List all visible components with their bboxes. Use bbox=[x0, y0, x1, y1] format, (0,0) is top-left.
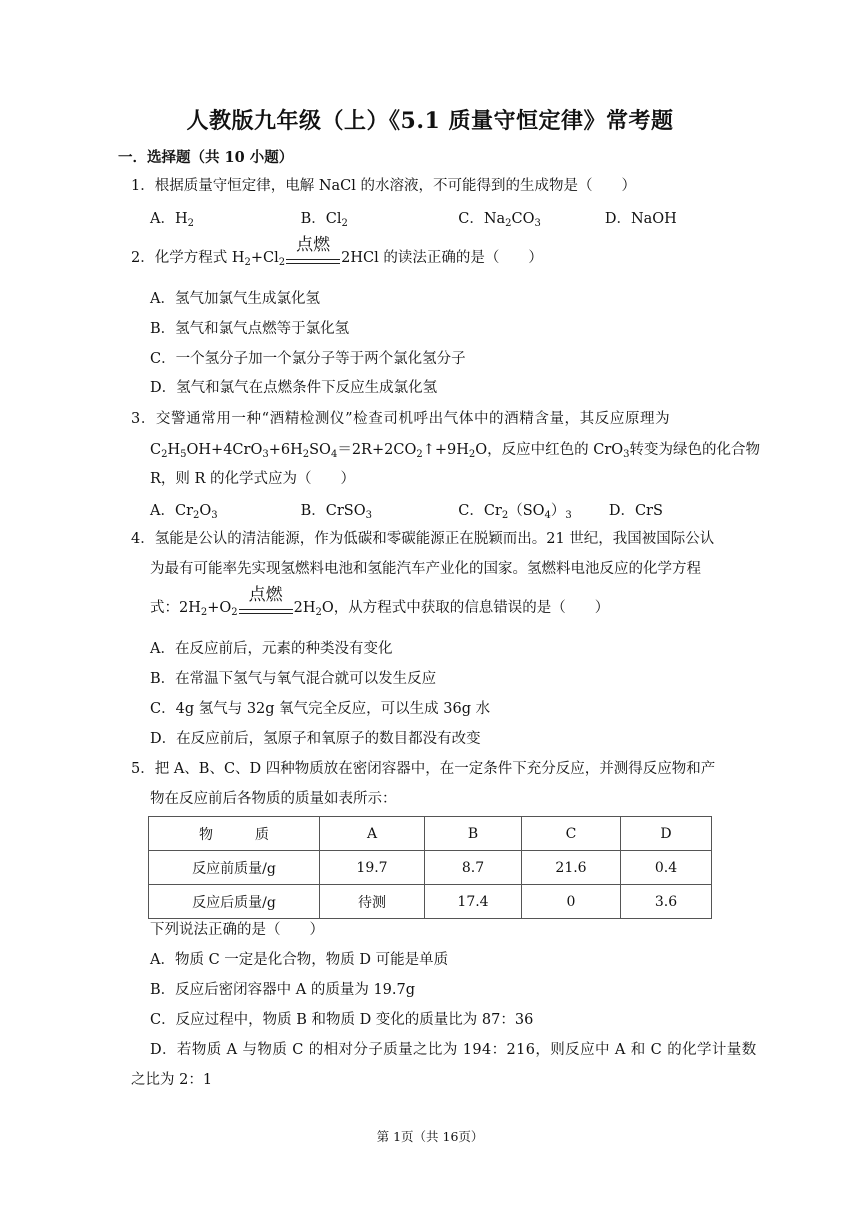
q3-option-b: B．CrSO$_3$ bbox=[300, 503, 372, 521]
q5-stem-line1: 5．把 A、B、C、D 四种物质放在密闭容器中，在一定条件下充分反应，并测得反应物和产 bbox=[131, 761, 716, 777]
table-cell: 21.6 bbox=[522, 851, 621, 885]
table-cell: 8.7 bbox=[425, 851, 522, 885]
table-cell: 19.7 bbox=[320, 851, 425, 885]
q1-option-d: D．NaOH bbox=[604, 211, 677, 227]
section-heading: 一．选择题（共 10 小题） bbox=[118, 149, 294, 166]
q3-option-a: A．$Cr_2O_3$ bbox=[150, 503, 218, 521]
q1-option-b: B．$Cl_2$ bbox=[300, 211, 348, 229]
q4-stem-line2: 为最有可能率先实现氢燃料电池和氢能汽车产业化的国家。氢燃料电池反应的化学方程 bbox=[150, 561, 701, 577]
q4-option-a: A．在反应前后，元素的种类没有变化 bbox=[150, 641, 393, 657]
q1-options bbox=[150, 207, 677, 228]
page-footer: 第 1页（共 16页） bbox=[376, 1129, 484, 1144]
q3-stem-line2: $C_2H_5OH+4CrO_3+6H_2SO_4=2R+2CO_2↑+9H_2O$，反应中红色的 CrO$_3$转变为绿色的化合物 bbox=[150, 442, 761, 460]
table-cell: 0 bbox=[522, 885, 621, 919]
table-cell: 反应前质量/g bbox=[149, 851, 320, 885]
table-row bbox=[149, 885, 712, 919]
q3-option-c: C．$Cr_2(SO_4)_3$ bbox=[458, 503, 572, 521]
table-cell: 0.4 bbox=[621, 851, 712, 885]
q2-option-c: C．一个氢分子加一个氯分子等于两个氯化氢分子 bbox=[150, 351, 466, 367]
table-header-cell: D bbox=[621, 817, 712, 851]
q5-option-c: C．反应过程中，物质 B 和物质 D 变化的质量比为 87：36 bbox=[150, 1012, 534, 1028]
q2-option-b: B．氢气和氯气点燃等于氯化氢 bbox=[150, 321, 350, 337]
q5-option-b: B．反应后密闭容器中 A 的质量为 19.7g bbox=[150, 982, 416, 998]
table-header-cell: B bbox=[425, 817, 522, 851]
q5-prompt: 下列说法正确的是（ ） bbox=[150, 922, 324, 938]
reaction-condition-ignite: 点燃 bbox=[239, 598, 293, 618]
q5-option-d-line1: D．若物质 A 与物质 C 的相对分子质量之比为 194：216，则反应中 A 和 C 的化学计量数 bbox=[150, 1042, 757, 1058]
q4-option-d: D．在反应前后，氢原子和氧原子的数目都没有改变 bbox=[150, 731, 481, 747]
q3-stem-line3: R，则 R 的化学式应为（ ） bbox=[150, 471, 356, 487]
page-title: 人教版九年级（上）《5.1 质量守恒定律》常考题 bbox=[186, 108, 674, 134]
table-header-cell: 物 质 bbox=[149, 817, 320, 851]
reaction-condition-ignite: 点燃 bbox=[286, 248, 340, 268]
table-cell: 反应后质量/g bbox=[149, 885, 320, 919]
q2-option-a: A．氢气加氯气生成氯化氢 bbox=[150, 291, 320, 307]
table-header-cell: C bbox=[522, 817, 621, 851]
q4-option-c: C．4g 氢气与 32g 氧气完全反应，可以生成 36g 水 bbox=[150, 701, 491, 717]
q1-option-c: C．$Na_2CO_3$ bbox=[458, 211, 541, 229]
table-row bbox=[149, 851, 712, 885]
q4-stem-line3: 式：$2H_2+O_2$ 点燃 $2H_2O$，从方程式中获取的信息错误的是（ ） bbox=[150, 585, 610, 618]
q5-option-d-line2: 之比为 2：1 bbox=[131, 1072, 213, 1088]
q3-option-d: D．CrS bbox=[608, 503, 663, 519]
q4-option-b: B．在常温下氢气与氧气混合就可以发生反应 bbox=[150, 671, 437, 687]
q3-stem-line1: 3．交警通常用一种“酒精检测仪”检查司机呼出气体中的酒精含量，其反应原理为 bbox=[131, 411, 671, 427]
table-cell: 待测 bbox=[320, 885, 425, 919]
table-header-row bbox=[149, 817, 712, 851]
q5-option-a: A．物质 C 一定是化合物，物质 D 可能是单质 bbox=[150, 952, 449, 968]
table-header-cell: A bbox=[320, 817, 425, 851]
q2-option-d: D．氢气和氯气在点燃条件下反应生成氯化氢 bbox=[150, 380, 438, 396]
mass-table bbox=[148, 816, 712, 919]
table-cell: 3.6 bbox=[621, 885, 712, 919]
q1-stem: 1．根据质量守恒定律，电解 NaCl 的水溶液，不可能得到的生成物是（ ） bbox=[131, 178, 637, 194]
q2-stem: 2．化学方程式 $H_2+Cl_2$ 点燃 2HCl 的读法正确的是（ ） bbox=[131, 235, 543, 268]
q4-stem-line1: 4．氢能是公认的清洁能源，作为低碳和零碳能源正在脱颖而出。21 世纪，我国被国际公认 bbox=[131, 531, 715, 547]
q5-stem-line2: 物在反应前后各物质的质量如表所示： bbox=[150, 791, 397, 807]
table-cell: 17.4 bbox=[425, 885, 522, 919]
q3-options bbox=[150, 499, 663, 520]
q1-option-a: A．$H_2$ bbox=[150, 211, 194, 229]
